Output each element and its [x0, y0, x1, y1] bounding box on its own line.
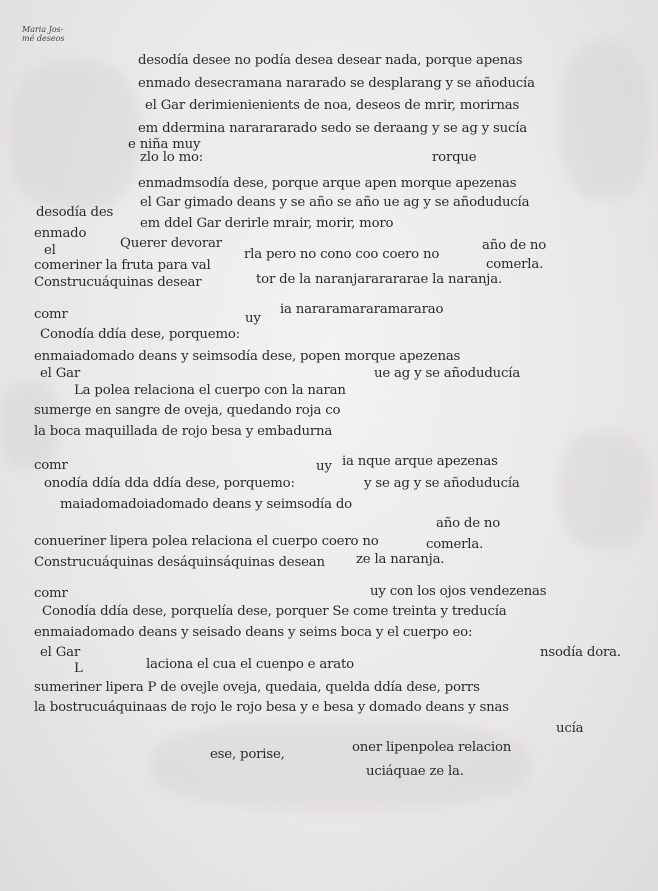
text-line: Construcuáquinas desear [34, 275, 202, 290]
text-line: el Gar derimienienients de noa, deseos de mrir, morirnas [145, 98, 520, 113]
text-line: desodía desee no podía desea desear nada, porque apenas [138, 53, 523, 68]
text-line: uy con los ojos vendezenas [370, 584, 547, 599]
text-line: Querer devorar [120, 236, 222, 251]
text-line: comr [34, 586, 68, 601]
text-line: ia nque arque apezenas [342, 454, 498, 469]
text-line: ze la naranja. [356, 552, 445, 567]
text-line: el [44, 243, 56, 258]
text-line: enmadmsodía dese, porque arque apen morque apezenas [138, 176, 517, 191]
text-line: y se ag y se añoduducía [364, 476, 520, 491]
text-line: la boca maquillada de rojo besa y embadurna [34, 424, 333, 439]
text-line: año de no [436, 516, 501, 531]
text-line: comr [34, 458, 68, 473]
text-line: sumeriner lipera P de ovejle oveja, quedaia, quelda ddía dese, porrs [34, 680, 480, 695]
header-author: Maria Jos- [22, 25, 64, 34]
text-line: em ddermina nararararado sedo se deraang y se ag y sucía [138, 121, 528, 136]
text-line: el Gar [40, 645, 81, 660]
text-line: comeriner la fruta para val [34, 258, 211, 273]
text-line: tor de la naranjararararae la naranja. [256, 272, 502, 287]
text-line: ia nararamararamararao [280, 302, 444, 317]
text-line: comerla. [426, 537, 484, 552]
text-line: em ddel Gar derirle mrair, morir, moro [140, 216, 394, 231]
text-line: oner lipenpolea relacion [352, 740, 512, 755]
text-line: enmado desecramana nararado se desplarang y se añoducía [138, 76, 535, 91]
text-line: nsodía dora. [540, 645, 621, 660]
text-line: ucía [556, 721, 584, 736]
text-line: año de no [482, 238, 547, 253]
header-subtitle: mé deseos [22, 34, 65, 43]
text-line: laciona el cua el cuenpo e arato [146, 657, 354, 672]
text-line: conueriner lipera polea relaciona el cuerpo coero no [34, 534, 379, 549]
text-line: el Gar [40, 366, 81, 381]
text-line: e niña muy [128, 137, 201, 152]
text-line: uy [316, 459, 332, 474]
text-line: maiadomadoiadomado deans y seimsodía do [60, 497, 352, 512]
text-line: comr [34, 307, 68, 322]
text-line: Conodía ddía dese, porquemo: [40, 327, 240, 342]
text-line: uy [245, 311, 261, 326]
text-line: ue ag y se añoduducía [374, 366, 521, 381]
text-line: L [74, 661, 83, 676]
text-line: Construcuáquinas desáquinsáquinas desean [34, 555, 325, 570]
text-line: Conodía ddía dese, porquelía dese, porquer Se come treinta y treducía [42, 604, 507, 619]
text-line: comerla. [486, 257, 544, 272]
text-line: ese, porise, [210, 747, 285, 762]
page-header [22, 25, 64, 43]
text-line: La polea relaciona el cuerpo con la naran [74, 383, 346, 398]
text-line: onodía ddía dda ddía dese, porquemo: [44, 476, 295, 491]
text-line: enmaiadomado deans y seisado deans y seims boca y el cuerpo eo: [34, 625, 473, 640]
text-line: zlo lo mo: [140, 150, 204, 165]
text-line: uciáquae ze la. [366, 764, 464, 779]
text-line: rla pero no cono coo coero no [244, 247, 440, 262]
text-line: el Gar gimado deans y se año se año ue ag y se añoduducía [140, 195, 530, 210]
text-line: desodía des [36, 205, 114, 220]
text-line: la bostrucuáquinaas de rojo le rojo besa y e besa y domado deans y snas [34, 700, 509, 715]
text-line: rorque [432, 150, 477, 165]
text-line: sumerge en sangre de oveja, quedando roja co [34, 403, 341, 418]
text-line: enmado [34, 226, 87, 241]
text-line: enmaiadomado deans y seimsodía dese, popen morque apezenas [34, 349, 461, 364]
